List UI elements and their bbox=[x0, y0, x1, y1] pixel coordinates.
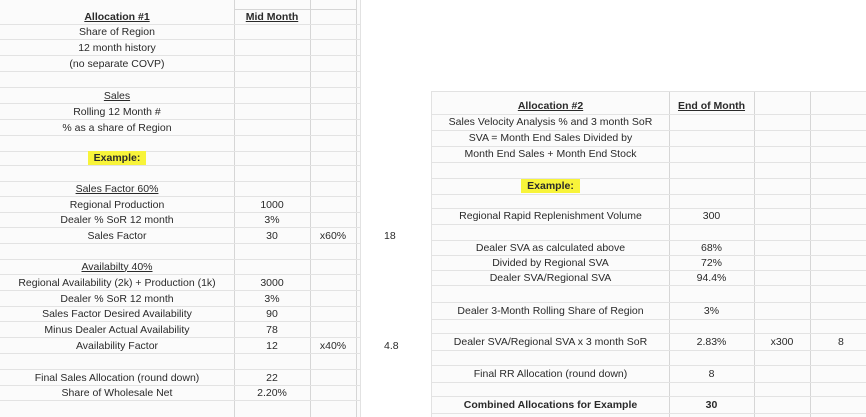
table-row bbox=[432, 255, 866, 271]
table-row bbox=[432, 285, 866, 303]
table-row bbox=[0, 150, 360, 166]
table-cell: 72% bbox=[700, 256, 722, 269]
table-cell: 4.8 bbox=[384, 339, 399, 352]
table-row bbox=[432, 146, 866, 163]
table-row bbox=[0, 166, 360, 182]
table-cell: Dealer SVA/Regional SVA bbox=[489, 271, 612, 284]
table-cell: Dealer SVA/Regional SVA x 3 month SoR bbox=[453, 335, 648, 348]
table-cell: Rolling 12 Month # bbox=[73, 105, 161, 118]
table-row bbox=[0, 228, 396, 244]
table-cell: Sales Velocity Analysis % and 3 month SoR bbox=[448, 116, 653, 128]
table-row bbox=[0, 197, 360, 213]
table-cell: Share of Region bbox=[79, 25, 155, 38]
table-row bbox=[432, 162, 866, 179]
table-cell: 30 bbox=[266, 229, 278, 242]
table-row bbox=[432, 240, 866, 256]
table-header-row bbox=[0, 9, 360, 25]
table-cell: 300 bbox=[702, 210, 721, 222]
table-header-row bbox=[432, 98, 866, 115]
table-row bbox=[432, 396, 866, 414]
end-of-month-column-header: End of Month bbox=[677, 100, 746, 112]
table-cell: 12 bbox=[266, 339, 278, 352]
table-cell: Share of Wholesale Net bbox=[61, 386, 173, 399]
table-cell: Dealer % SoR 12 month bbox=[60, 213, 174, 226]
table-row bbox=[432, 333, 866, 351]
table-cell: 22 bbox=[266, 371, 278, 384]
table-row bbox=[0, 24, 360, 40]
table-row bbox=[0, 181, 360, 197]
table-cell: Regional Production bbox=[69, 198, 165, 211]
table-cell: % as a share of Region bbox=[62, 121, 172, 134]
table-row bbox=[432, 224, 866, 241]
table-cell: Month End Sales + Month End Stock bbox=[464, 148, 637, 160]
table-cell: Divided by Regional SVA bbox=[492, 256, 609, 269]
table-row bbox=[0, 259, 360, 275]
table-cell: 90 bbox=[266, 307, 278, 320]
table-cell: 12 month history bbox=[78, 41, 156, 54]
allocation-1-table bbox=[0, 0, 399, 417]
example-highlight: Example: bbox=[88, 151, 147, 165]
table-cell: x300 bbox=[770, 335, 794, 348]
table-row bbox=[0, 56, 360, 72]
example-highlight: Example: bbox=[521, 179, 580, 193]
table-cell: Sales Factor bbox=[87, 229, 147, 242]
combined-allocations-value: 30 bbox=[705, 398, 718, 411]
table-row bbox=[0, 306, 360, 322]
table-row bbox=[0, 338, 399, 354]
table-cell: Availability Factor bbox=[75, 339, 159, 352]
table-row bbox=[432, 302, 866, 320]
table-cell: Final RR Allocation (round down) bbox=[473, 367, 628, 380]
table-cell: Dealer SVA as calculated above bbox=[475, 241, 626, 254]
allocation-2-title: Allocation #2 bbox=[517, 100, 584, 112]
table-cell: Minus Dealer Actual Availability bbox=[44, 323, 190, 336]
table-cell: 78 bbox=[266, 323, 278, 336]
table-cell: Dealer % SoR 12 month bbox=[60, 292, 174, 305]
combined-allocations-label: Combined Allocations for Example bbox=[463, 398, 638, 411]
table-row bbox=[432, 382, 866, 397]
table-row bbox=[432, 208, 866, 225]
table-row bbox=[0, 354, 360, 370]
table-row bbox=[432, 270, 866, 286]
table-cell: 3% bbox=[264, 213, 280, 226]
table-cell: 3% bbox=[264, 292, 280, 305]
table-cell: 68% bbox=[700, 241, 722, 254]
table-row bbox=[0, 88, 360, 104]
table-cell: x60% bbox=[319, 229, 347, 242]
table-row bbox=[432, 365, 866, 383]
mid-month-column-header: Mid Month bbox=[245, 10, 299, 23]
table-row bbox=[0, 104, 360, 120]
table-row bbox=[0, 40, 360, 56]
table-cell: Regional Rapid Replenishment Volume bbox=[459, 210, 642, 222]
table-cell: 3% bbox=[703, 304, 720, 317]
table-row bbox=[432, 350, 866, 366]
table-cell: 2.20% bbox=[257, 386, 287, 399]
table-cell: Dealer 3-Month Rolling Share of Region bbox=[457, 304, 644, 317]
table-cell: 1000 bbox=[260, 198, 284, 211]
table-row bbox=[432, 194, 866, 209]
table-cell: x40% bbox=[319, 339, 347, 352]
table-cell: 18 bbox=[384, 229, 396, 242]
table-row bbox=[432, 114, 866, 131]
table-row bbox=[0, 212, 360, 228]
table-row bbox=[0, 120, 360, 136]
sales-section-title: Sales bbox=[103, 89, 131, 102]
table-cell: (no separate COVP) bbox=[69, 57, 165, 70]
table-row bbox=[0, 322, 360, 338]
table-cell: 94.4% bbox=[696, 271, 727, 284]
table-cell: 2.83% bbox=[696, 335, 727, 348]
table-cell: SVA = Month End Sales Divided by bbox=[468, 132, 633, 144]
allocation-2-table bbox=[432, 92, 866, 417]
table-row bbox=[432, 130, 866, 147]
table-row bbox=[0, 72, 360, 88]
availability-section-title: Availabilty 40% bbox=[81, 260, 153, 273]
sales-factor-section-title: Sales Factor 60% bbox=[75, 182, 159, 195]
table-row bbox=[0, 385, 360, 401]
allocation-1-title: Allocation #1 bbox=[84, 10, 150, 23]
table-cell: 3000 bbox=[260, 276, 284, 289]
table-cell: Sales Factor Desired Availability bbox=[42, 307, 192, 320]
table-row bbox=[0, 291, 360, 307]
table-row bbox=[432, 178, 866, 195]
table-cell: 8 bbox=[708, 367, 715, 380]
table-cell: Regional Availability (2k) + Production (1k) bbox=[18, 276, 216, 289]
table-row bbox=[432, 319, 866, 334]
table-row bbox=[0, 244, 360, 260]
table-cell: Final Sales Allocation (round down) bbox=[34, 371, 200, 384]
table-row bbox=[0, 275, 360, 291]
table-row bbox=[0, 370, 360, 386]
table-cell: 8 bbox=[838, 335, 844, 348]
